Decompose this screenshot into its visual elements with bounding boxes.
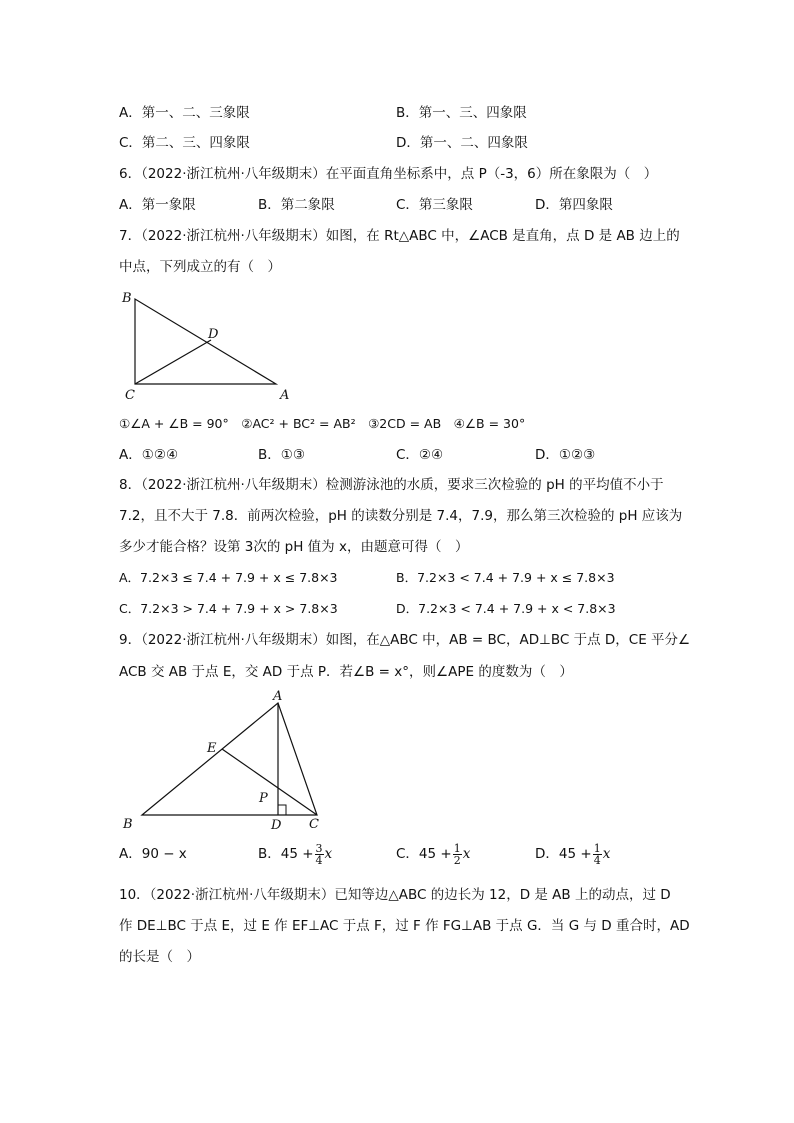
q9-option-d-numerator: 1 [593,841,601,855]
q9-label-e: E [207,741,217,756]
q9-option-b-var: x [324,846,333,862]
q9-triangle-figure [118,689,338,837]
q8-option-d: D．7.2×3 < 7.4 + 7.9 + x < 7.8×3 [396,601,616,616]
q9-right-angle-mark [278,805,286,815]
q7-option-b: B．①③ [258,447,305,463]
q7-option-a: A．①②④ [119,447,179,463]
q10-stem-line2: 作 DE⊥BC 于点 E，过 E 作 EF⊥AC 于点 F，过 F 作 FG⊥AB 于点 G．当 G 与 D 重合时，AD [119,918,690,934]
q8-option-b: B．7.2×3 < 7.4 + 7.9 + x ≤ 7.8×3 [396,570,615,585]
q7-label-a: A [280,388,290,403]
q9-label-c: C [309,817,319,832]
q9-option-c-denominator: 2 [453,853,461,867]
q6-stem: 6．（2022·浙江杭州·八年级期末）在平面直角坐标系中，点 P（-3，6）所在象限为（ ） [119,166,658,182]
q9-option-d-fraction [593,843,602,866]
q9-option-a: A．90 − x [119,846,187,862]
q7-option-d: D．①②③ [535,447,596,463]
q9-option-c-var: x [462,846,471,862]
q10-stem-line3: 的长是（ ） [119,949,200,965]
q7-stem-line2: 中点，下列成立的有（ ） [119,259,281,275]
q9-triangle-abc [142,703,317,815]
q5-option-c: C．第二、三、四象限 [119,135,250,151]
q8-stem-line2: 7.2，且不大于 7.8．前两次检验，pH 的读数分别是 7.4，7.9，那么第三次检验的 pH 应该为 [119,508,683,524]
q9-option-b-fraction [315,843,324,866]
q8-stem-line1: 8．（2022·浙江杭州·八年级期末）检测游泳池的水质，要求三次检验的 pH 的平均值不小于 [119,477,664,493]
q9-option-c-fraction [453,843,462,866]
q9-stem-line2: ACB 交 AB 于点 E，交 AD 于点 P．若∠B = x°，则∠APE 的度数为（ ） [119,664,573,680]
q9-stem-line1: 9．（2022·浙江杭州·八年级期末）如图，在△ABC 中，AB = BC，AD⊥BC 于点 D，CE 平分∠ [119,632,691,648]
q9-option-d-denominator: 4 [593,853,601,867]
q6-option-c: C．第三象限 [396,197,473,213]
q7-stem-line1: 7．（2022·浙江杭州·八年级期末）如图，在 Rt△ABC 中，∠ACB 是直角，点 D 是 AB 边上的 [119,228,680,244]
q7-label-c: C [125,388,135,403]
q9-option-b-numerator: 3 [315,841,323,855]
q5-option-d: D．第一、二、四象限 [396,135,528,151]
q7-label-d: D [208,327,219,342]
q6-option-a: A．第一象限 [119,197,196,213]
q9-label-d: D [271,818,282,833]
q5-option-a: A．第一、二、三象限 [119,105,250,121]
q9-option-d-var: x [602,846,611,862]
q7-label-b: B [122,291,132,306]
q9-option-c-numerator: 1 [453,841,461,855]
q9-option-c [396,838,470,870]
q9-bisector-ce [222,749,317,815]
q7-median-cd [135,340,211,384]
q8-stem-line3: 多少才能合格？设第 3次的 pH 值为 x，由题意可得（ ） [119,539,469,555]
q10-stem-line1: 10．（2022·浙江杭州·八年级期末）已知等边△ABC 的边长为 12，D 是 AB 上的动点，过 D [119,887,671,903]
q7-triangle-figure [118,288,298,403]
q6-option-b: B．第二象限 [258,197,335,213]
q7-statements: ①∠A + ∠B = 90° ②AC² + BC² = AB² ③2CD = AB ④∠B = 30° [119,416,526,431]
q9-label-b: B [123,817,133,832]
q5-option-b: B．第一、三、四象限 [396,105,527,121]
q9-label-a: A [273,689,283,704]
q6-option-d: D．第四象限 [535,197,613,213]
q9-option-b [258,838,332,870]
q9-label-p: P [259,791,268,806]
q9-option-d-prefix: D．45 + [535,846,592,862]
q9-option-c-prefix: C．45 + [396,846,452,862]
q9-option-b-prefix: B．45 + [258,846,314,862]
q9-option-d [535,838,610,870]
q7-option-c: C．②④ [396,447,444,463]
q8-option-a: A．7.2×3 ≤ 7.4 + 7.9 + x ≤ 7.8×3 [119,570,338,585]
q8-option-c: C．7.2×3 > 7.4 + 7.9 + x > 7.8×3 [119,601,338,616]
q9-option-b-denominator: 4 [315,853,323,867]
